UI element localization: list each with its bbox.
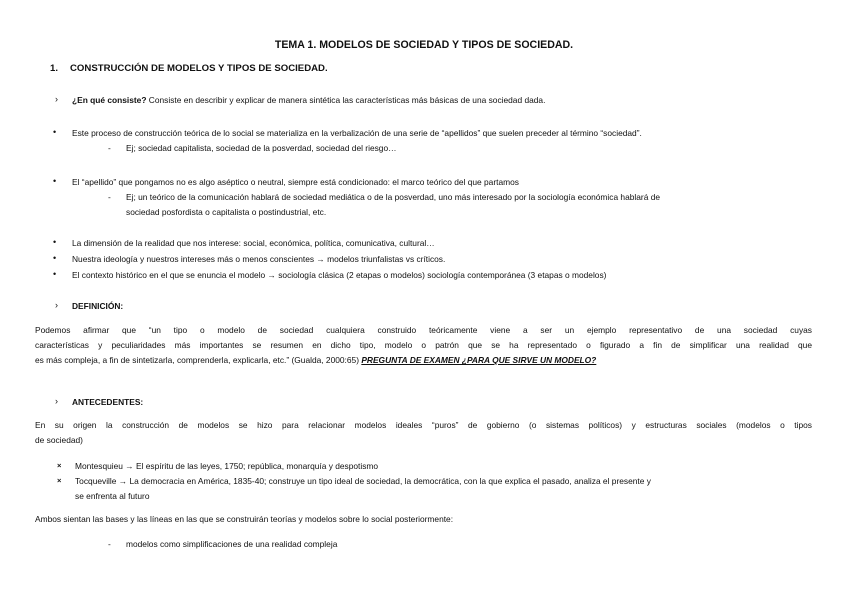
antecedents-paragraph-cont: de sociedad) [35, 435, 83, 445]
section-heading: CONSTRUCCIÓN DE MODELOS Y TIPOS DE SOCIEDAD. [70, 63, 328, 74]
arrow-marker-icon: › [55, 300, 58, 310]
question-label: ¿En qué consiste? [72, 95, 147, 105]
arrow-marker-icon: › [55, 396, 58, 406]
bullet-icon: • [53, 269, 57, 279]
section-number: 1. [50, 63, 59, 74]
antecedent-item: Tocqueville → La democracia en América, 1835-40; construye un tipo ideal de sociedad, la democrática, con la que explica el pasado, analiza el presente y [75, 476, 651, 486]
exam-question: PREGUNTA DE EXAMEN ¿PARA QUE SIRVE UN MODELO? [361, 355, 597, 365]
dash-icon: - [108, 143, 111, 153]
bullet-icon: • [53, 127, 57, 137]
bullet-text: El “apellido” que pongamos no es algo aséptico o neutral, siempre está condicionado: el marco teórico del que partamos [72, 177, 519, 187]
definition-citation: es más compleja, a fin de sintetizarla, comprenderla, explicarla, etc.” (Gualda, 2000:65) [35, 355, 359, 365]
sub-item-text-cont: sociedad posfordista o capitalista o postindustrial, etc. [126, 207, 327, 217]
x-mark-icon: × [57, 461, 62, 470]
antecedent-item-cont: se enfrenta al futuro [75, 491, 150, 501]
bullet-text: La dimensión de la realidad que nos interese: social, económica, política, comunicativa, cultural… [72, 238, 435, 248]
sub-item-text: Ej; un teórico de la comunicación hablará de sociedad mediática o de la posverdad, uno más interesado por la sociología económica hablará de [126, 192, 661, 202]
document-title: TEMA 1. MODELOS DE SOCIEDAD Y TIPOS DE SOCIEDAD. [274, 39, 574, 51]
definition-heading: DEFINICIÓN: [72, 301, 124, 311]
bullet-text: Nuestra ideología y nuestros intereses más o menos conscientes → modelos triunfalistas vs críticos. [72, 254, 446, 264]
dash-icon: - [108, 539, 111, 549]
bullet-icon: • [53, 176, 57, 186]
arrow-marker-icon: › [55, 94, 58, 104]
definition-line-last [35, 355, 596, 366]
sub-item-text: Ej; sociedad capitalista, sociedad de la posverdad, sociedad del riesgo… [126, 143, 397, 153]
bullet-icon: • [53, 237, 57, 247]
question-answer: Consiste en describir y explicar de manera sintética las características más básicas de una sociedad dada. [148, 95, 546, 105]
closing-dash-item: modelos como simplificaciones de una realidad compleja [126, 539, 338, 549]
antecedents-heading: ANTECEDENTES: [72, 397, 144, 407]
x-mark-icon: × [57, 476, 62, 485]
antecedents-paragraph: En su origen la construcción de modelos se hizo para relacionar modelos ideales “puros” de gobierno (o sistemas políticos) y estructuras sociales (modelos o tipos [35, 420, 812, 430]
definition-line: características y peculiaridades más importantes se resumen en dicho tipo, modelo o patrón que se ha representado o figurado a fin de simplificar una realidad que [35, 340, 812, 350]
bullet-icon: • [53, 253, 57, 263]
antecedent-item: Montesquieu → El espíritu de las leyes, 1750; república, monarquía y despotismo [75, 461, 379, 471]
definition-line: Podemos afirmar que “un tipo o modelo de sociedad cualquiera construido teóricamente viene a ser un ejemplo representativo de una sociedad cuyas [35, 325, 812, 335]
bullet-text: El contexto histórico en el que se enuncia el modelo → sociología clásica (2 etapas o modelos) sociología contemporánea (3 etapas o modelos) [72, 270, 607, 280]
dash-icon: - [108, 192, 111, 202]
bullet-text: Este proceso de construcción teórica de lo social se materializa en la verbalización de una serie de “apellidos” que suelen preceder al término “sociedad”. [72, 128, 642, 138]
closing-paragraph: Ambos sientan las bases y las líneas en las que se construirán teorías y modelos sobre lo social posteriormente: [35, 514, 454, 524]
question-line [72, 95, 545, 106]
